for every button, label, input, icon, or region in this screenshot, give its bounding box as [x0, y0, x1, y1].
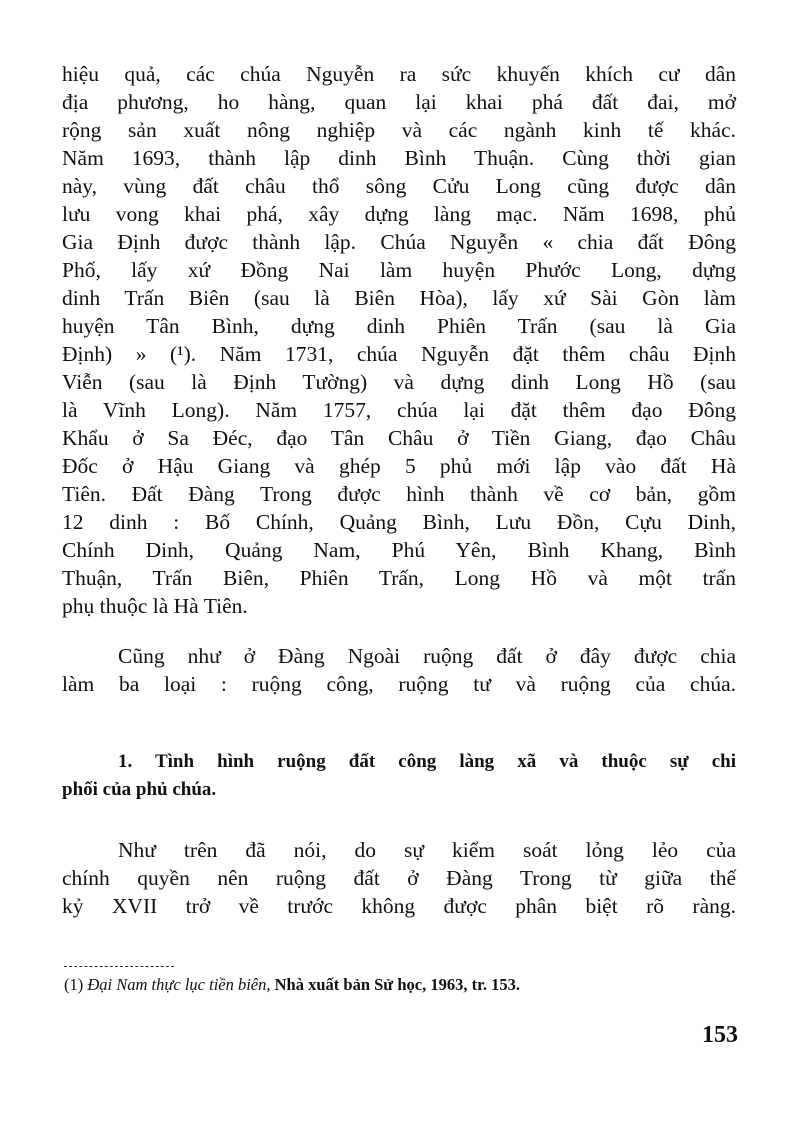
- text-line: địa phương, ho hàng, quan lại khai phá đất đai, mở: [62, 90, 736, 114]
- footnote-divider: [64, 966, 174, 967]
- text-line: Thuận, Trấn Biên, Phiên Trấn, Long Hồ và một trấn: [62, 566, 736, 590]
- heading-line: phối của phủ chúa.: [62, 779, 217, 800]
- page-number: 153: [702, 1022, 738, 1048]
- text-line: Định) » (¹). Năm 1731, chúa Nguyễn đặt thêm châu Định: [62, 342, 736, 366]
- text-line: Phố, lấy xứ Đồng Nai làm huyện Phước Long, dựng: [62, 258, 736, 282]
- text-line: dinh Trấn Biên (sau là Biên Hòa), lấy xứ Sài Gòn làm: [62, 286, 736, 310]
- text-line: huyện Tân Bình, dựng dinh Phiên Trấn (sau là Gia: [62, 314, 736, 338]
- text-line: là Vĩnh Long). Năm 1757, chúa lại đặt thêm đạo Đông: [62, 398, 736, 422]
- text-line: chính quyền nên ruộng đất ở Đàng Trong từ giữa thế: [62, 866, 736, 890]
- footnote: [64, 974, 736, 996]
- footnote-title: Đại Nam thực lục tiền biên,: [87, 975, 271, 994]
- text-line: này, vùng đất châu thổ sông Cửu Long cũng được dân: [62, 174, 736, 198]
- text-line: Chính Dinh, Quảng Nam, Phú Yên, Bình Khang, Bình: [62, 538, 736, 562]
- footnote-marker: (1): [64, 975, 84, 994]
- text-line: Đốc ở Hậu Giang và ghép 5 phủ mới lập vào đất Hà: [62, 454, 736, 478]
- text-line: Như trên đã nói, do sự kiểm soát lỏng lẻo của: [118, 838, 736, 862]
- footnote-publisher: Nhà xuất bản Sử học, 1963, tr. 153.: [274, 975, 521, 994]
- text-line: Năm 1693, thành lập dinh Bình Thuận. Cùng thời gian: [62, 146, 736, 170]
- text-line: rộng sản xuất nông nghiệp và các ngành kinh tế khác.: [62, 118, 736, 142]
- text-line: Gia Định được thành lập. Chúa Nguyễn « chia đất Đông: [62, 230, 736, 254]
- text-line: hiệu quả, các chúa Nguyễn ra sức khuyến khích cư dân: [62, 62, 736, 86]
- text-line: Khẩu ở Sa Đéc, đạo Tân Châu ở Tiền Giang, đạo Châu: [62, 426, 736, 450]
- text-line: Cũng như ở Đàng Ngoài ruộng đất ở đây được chia: [118, 644, 736, 668]
- text-line: kỷ XVII trở về trước không được phân biệt rõ ràng.: [62, 894, 736, 918]
- text-line: Tiên. Đất Đàng Trong được hình thành về cơ bản, gồm: [62, 482, 736, 506]
- text-line: phụ thuộc là Hà Tiên.: [62, 594, 248, 618]
- text-line: 12 dinh : Bố Chính, Quảng Bình, Lưu Đồn, Cựu Dinh,: [62, 510, 736, 534]
- heading-line: 1. Tình hình ruộng đất công làng xã và thuộc sự chi: [118, 751, 736, 772]
- text-line: lưu vong khai phá, xây dựng làng mạc. Năm 1698, phủ: [62, 202, 736, 226]
- text-line: làm ba loại : ruộng công, ruộng tư và ruộng của chúa.: [62, 672, 736, 696]
- text-line: Viễn (sau là Định Tường) và dựng dinh Long Hồ (sau: [62, 370, 736, 394]
